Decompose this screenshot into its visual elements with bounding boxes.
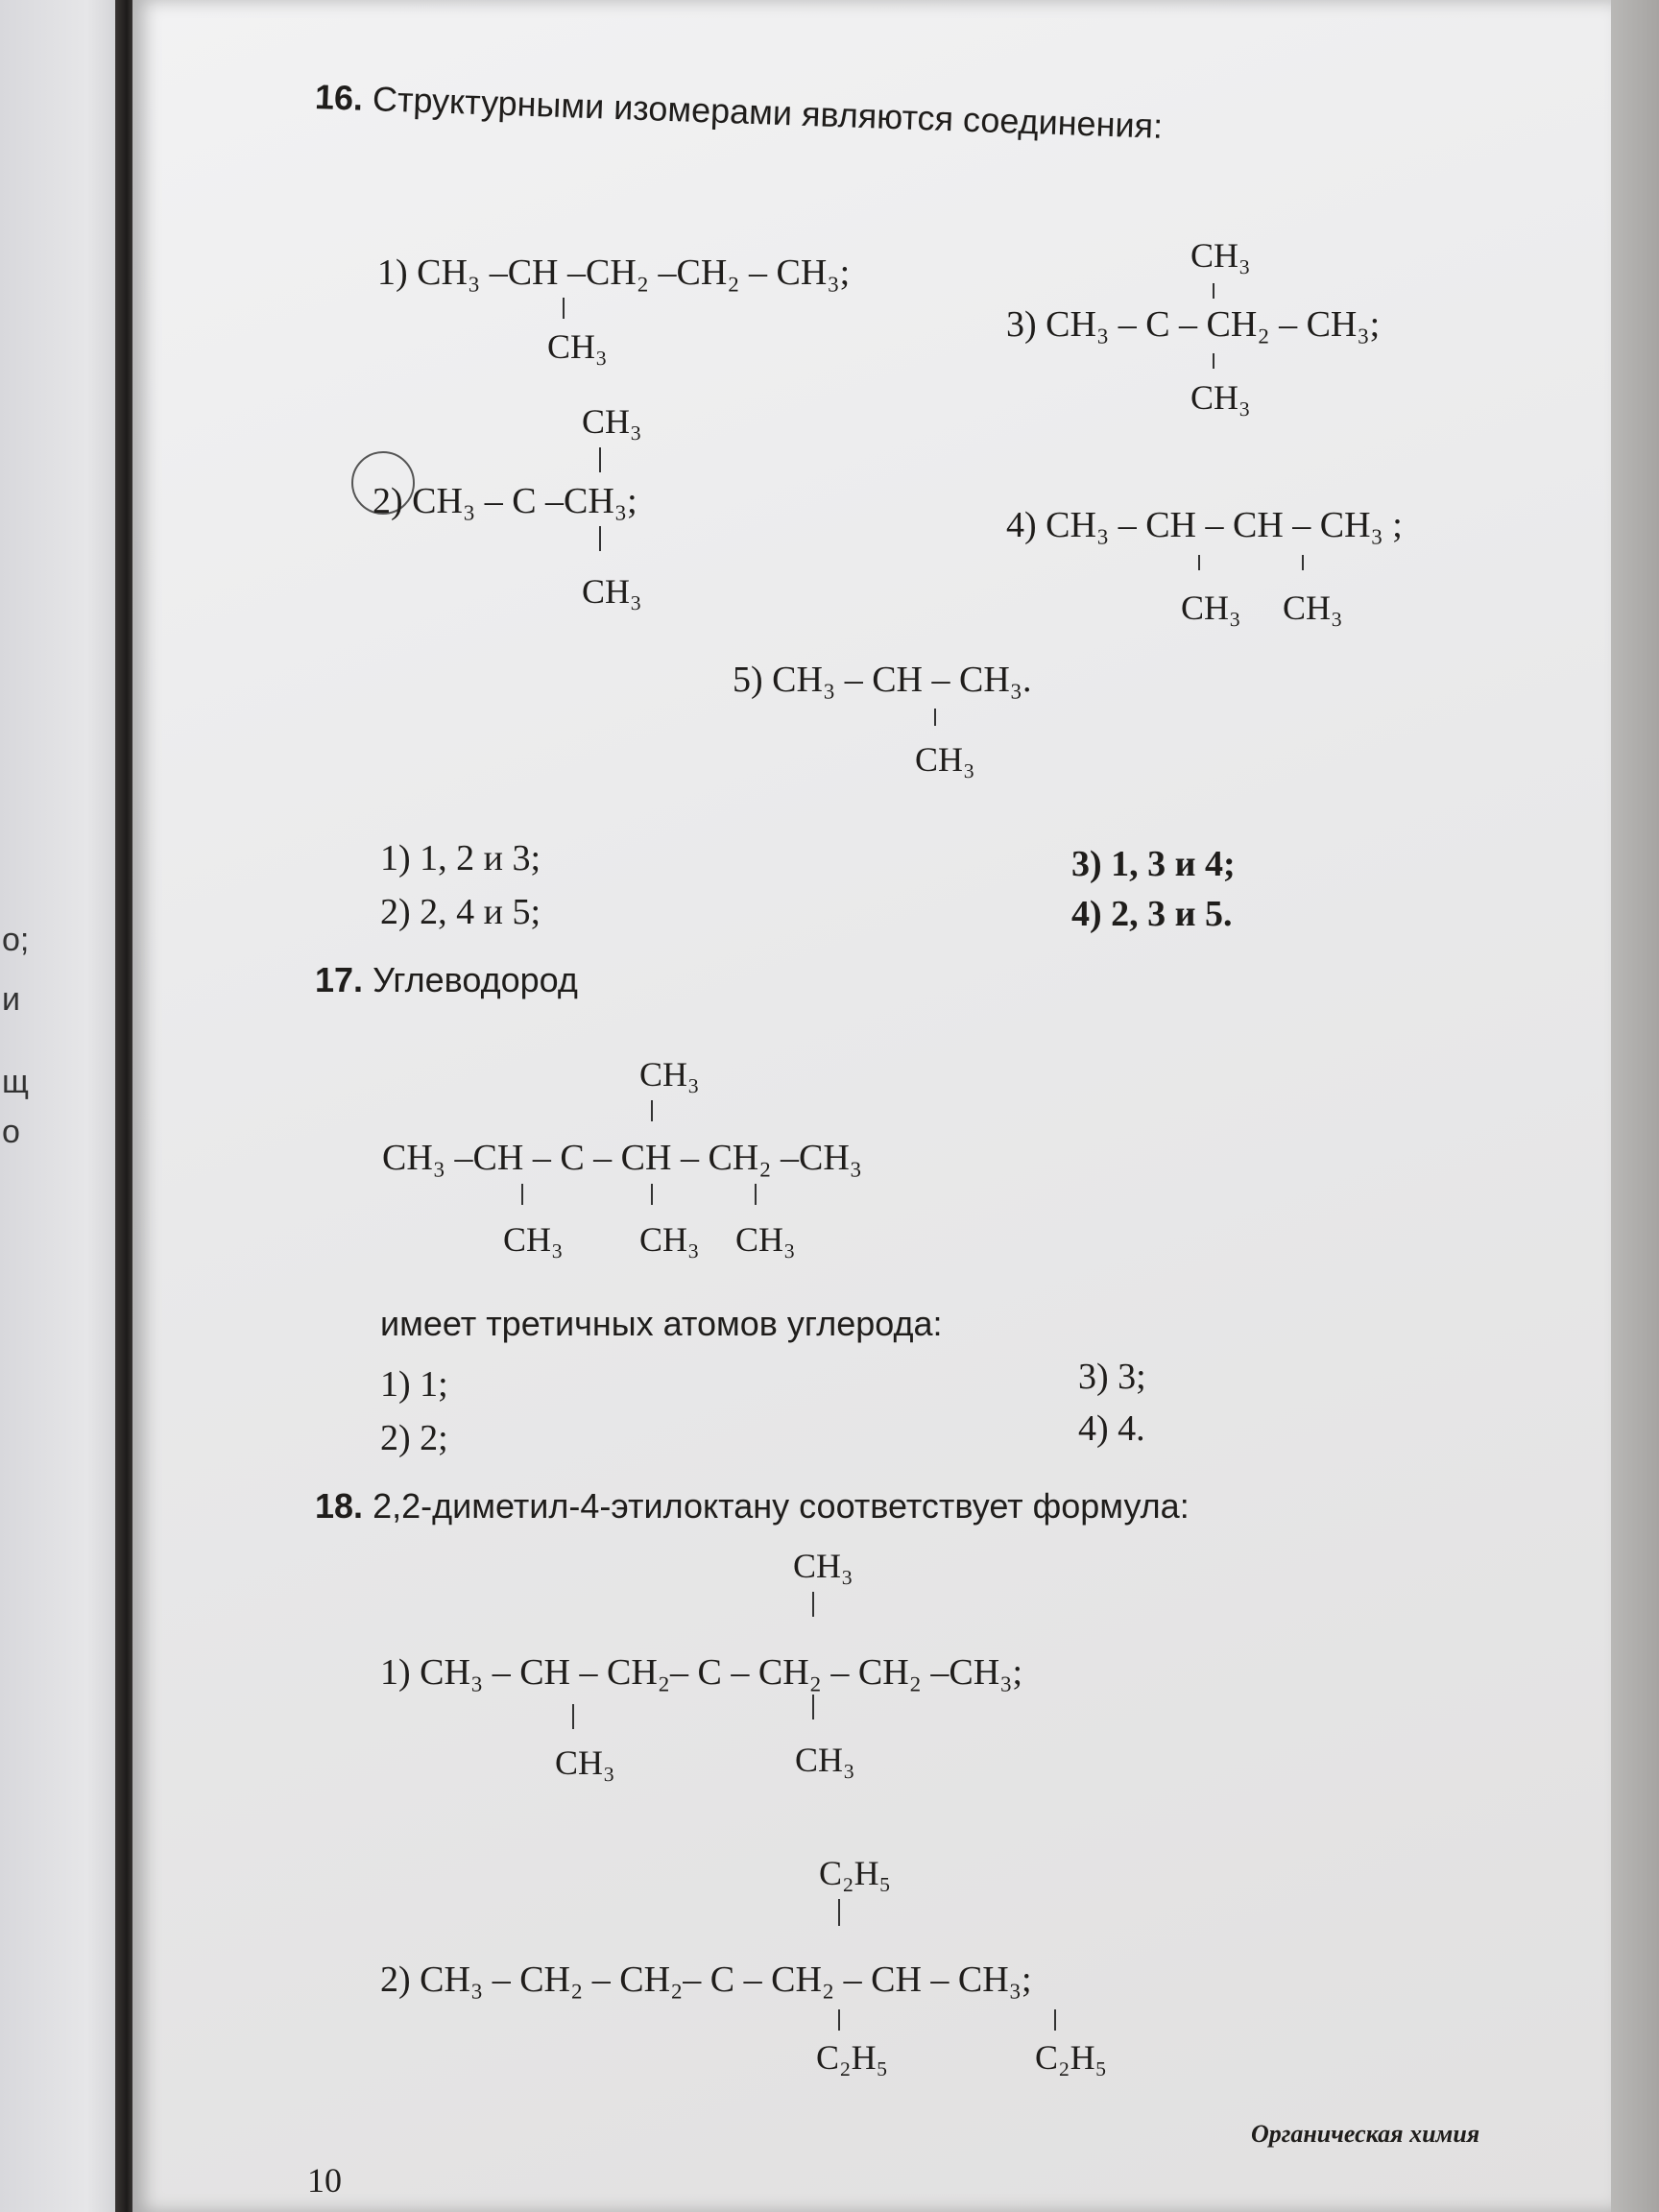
formula-branch: CH₃ xyxy=(735,1220,796,1259)
question-text: Структурными изомерами являются соединения: xyxy=(372,79,1164,146)
question-text: 2,2-диметил-4-этилоктану соответствует формула: xyxy=(373,1486,1190,1526)
left-fragment: и xyxy=(2,981,20,1018)
answer-option: 3) 3; xyxy=(1078,1357,1146,1397)
formula-branch: CH₃ xyxy=(915,740,975,779)
formula-branch: C₂H₅ xyxy=(1035,2038,1108,2077)
formula-branch: CH₃ xyxy=(639,1220,700,1259)
formula-4 xyxy=(1006,504,1403,546)
formula-main: CH₃ – CH – CH₂– C – CH₂ – CH₂ –CH₃; xyxy=(420,1652,1023,1693)
answer-option: 2) 2, 4 и 5; xyxy=(380,892,541,932)
formula-label: 2) xyxy=(373,481,403,521)
formula-branch: CH₃ xyxy=(1190,236,1251,275)
formula-branch: CH₃ xyxy=(547,327,608,366)
question-prompt: имеет третичных атомов углерода: xyxy=(380,1304,943,1343)
formula-1 xyxy=(377,252,850,294)
question-18 xyxy=(315,1486,1190,1527)
formula-branch: CH₃ xyxy=(582,402,642,441)
formula-label: 4) xyxy=(1006,505,1037,545)
question-16 xyxy=(314,77,1164,147)
answer-option: 1) 1, 2 и 3; xyxy=(380,838,541,878)
left-fragment: о xyxy=(2,1114,20,1150)
answer-option: 4) 2, 3 и 5. xyxy=(1071,894,1233,934)
adjacent-page xyxy=(0,0,125,2212)
left-fragment: щ xyxy=(2,1064,29,1100)
formula-branch: CH₃ xyxy=(555,1743,615,1782)
question-17 xyxy=(315,960,578,1000)
footer-title: Органическая химия xyxy=(1251,2120,1480,2148)
question-text: Углеводород xyxy=(373,960,578,999)
formula-branch: CH₃ xyxy=(582,572,642,611)
formula-main: CH₃ –CH –CH₂ –CH₂ – CH₃; xyxy=(417,252,851,293)
formula-2 xyxy=(373,480,637,522)
answer-option: 2) 2; xyxy=(380,1418,448,1458)
formula-branch: C₂H₅ xyxy=(819,1854,892,1892)
question-number: 17. xyxy=(315,960,364,999)
formula-branch: CH₃ xyxy=(1190,378,1251,417)
question-number: 16. xyxy=(314,77,364,118)
formula-18-1 xyxy=(380,1651,1022,1694)
background-edge xyxy=(1611,0,1659,2212)
formula-label: 3) xyxy=(1006,304,1037,345)
formula-label: 5) xyxy=(733,660,763,700)
formula-3 xyxy=(1006,303,1380,346)
formula-5 xyxy=(733,659,1032,701)
formula-label: 1) xyxy=(377,252,408,293)
formula-label: 1) xyxy=(380,1652,411,1693)
formula-main: CH₃ – CH – CH – CH₃ ; xyxy=(1046,505,1403,545)
formula-label: 2) xyxy=(380,1960,411,2000)
answer-option: 4) 4. xyxy=(1078,1408,1145,1449)
formula-main: CH₃ – C – CH₂ – CH₃; xyxy=(1046,304,1381,345)
formula-18-2 xyxy=(380,1959,1032,2001)
formula-branch: CH₃ xyxy=(639,1055,700,1094)
formula-branch: CH₃ xyxy=(793,1547,854,1585)
formula-main: CH₃ – CH₂ – CH₂– C – CH₂ – CH – CH₃; xyxy=(420,1960,1032,2000)
answer-option: 3) 1, 3 и 4; xyxy=(1071,844,1236,884)
formula-main: CH₃ – C –CH₃; xyxy=(412,481,637,521)
formula-branch: CH₃ xyxy=(795,1741,855,1779)
left-fragment: о; xyxy=(2,922,30,958)
formula-branch: CH₃ xyxy=(1283,589,1343,627)
formula-main: CH₃ – CH – CH₃. xyxy=(772,660,1032,700)
formula-branch: C₂H₅ xyxy=(816,2038,889,2077)
question-number: 18. xyxy=(315,1486,364,1526)
formula-17: CH₃ –CH – C – CH – CH₂ –CH₃ xyxy=(382,1138,863,1178)
page-number: 10 xyxy=(307,2161,342,2200)
formula-branch: CH₃ xyxy=(1181,589,1241,627)
textbook-page xyxy=(132,0,1611,2212)
answer-option: 1) 1; xyxy=(380,1364,448,1405)
formula-branch: CH₃ xyxy=(503,1220,564,1259)
